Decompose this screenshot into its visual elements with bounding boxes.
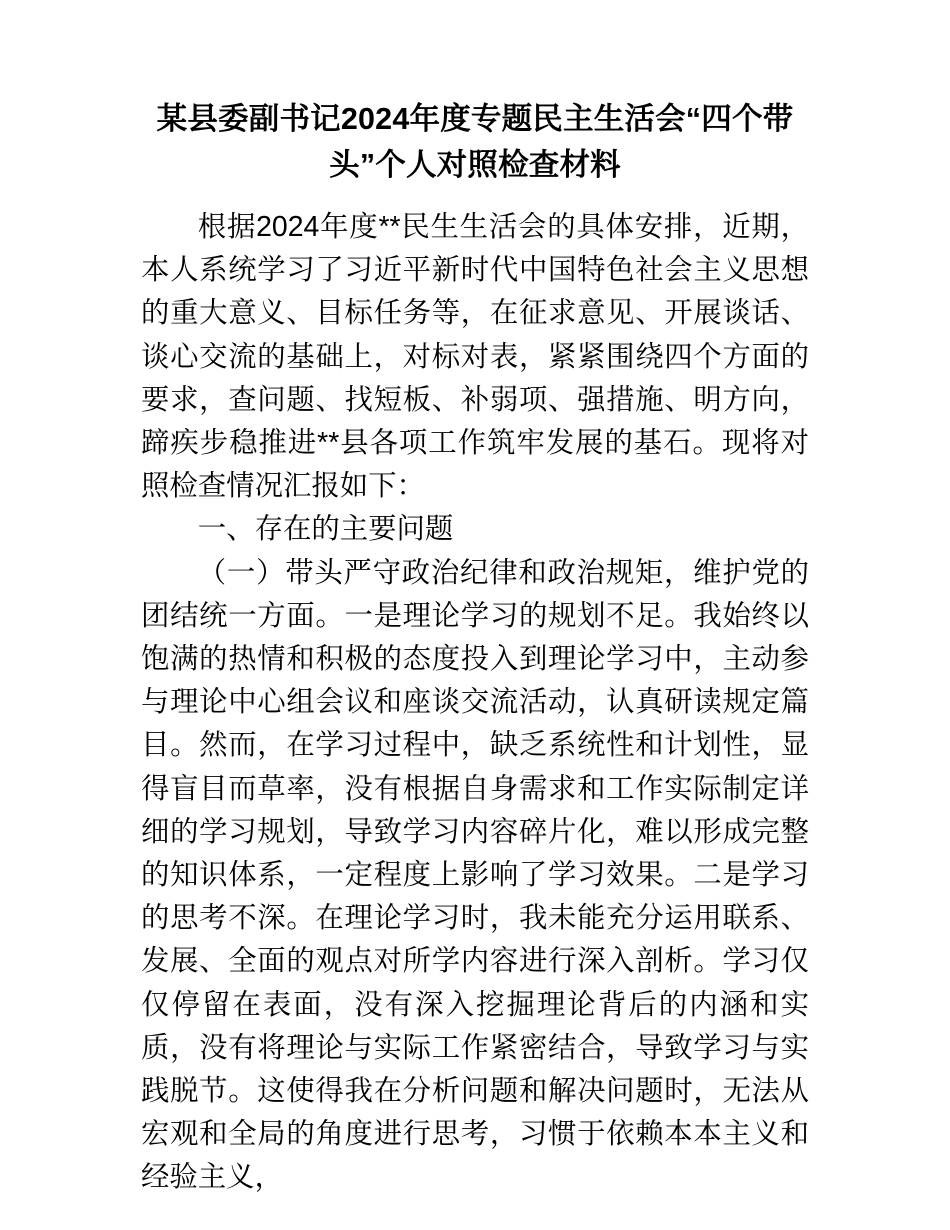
paragraph-section-one: （一）带头严守政治纪律和政治规矩，维护党的团结统一方面。一是理论学习的规划不足。我始终以饱满的热情和积极的态度投入到理论学习中，主动参与理论中心组会议和座谈交流活动，认真研读规定篇目。然而，在学习过程中，缺乏系统性和计划性，显得盲目而草率，没有根据自身需求和工作实际制定详细的学习规划，导致学习内容碎片化，难以形成完整的知识体系，一定程度上影响了学习效果。二是学习的思考不深。在理论学习时，我未能充分运用联系、发展、全面的观点对所学内容进行深入剖析。学习仅仅停留在表面，没有深入挖掘理论背后的内涵和实质，没有将理论与实际工作紧密结合，导致学习与实践脱节。这使得我在分析问题和解决问题时，无法从宏观和全局的角度进行思考，习惯于依赖本本主义和经验主义， <box>141 556 809 1194</box>
document-body <box>141 96 809 1200</box>
document-title: 某县委副书记2024年度专题民主生活会“四个带头”个人对照检查材料 <box>156 102 794 182</box>
section-heading-main-problems: 一、存在的主要问题 <box>197 513 454 546</box>
paragraph-intro: 根据2024年度**民生生活会的具体安排，近期，本人系统学习了习近平新时代中国特色社会主义思想的重大意义、目标任务等，在征求意见、开展谈话、谈心交流的基础上，对标对表，紧紧围绕四个方面的要求，查问题、找短板、补弱项、强措施、明方向，蹄疾步稳推进**县各项工作筑牢发展的基石。现将对照检查情况汇报如下： <box>141 211 809 503</box>
